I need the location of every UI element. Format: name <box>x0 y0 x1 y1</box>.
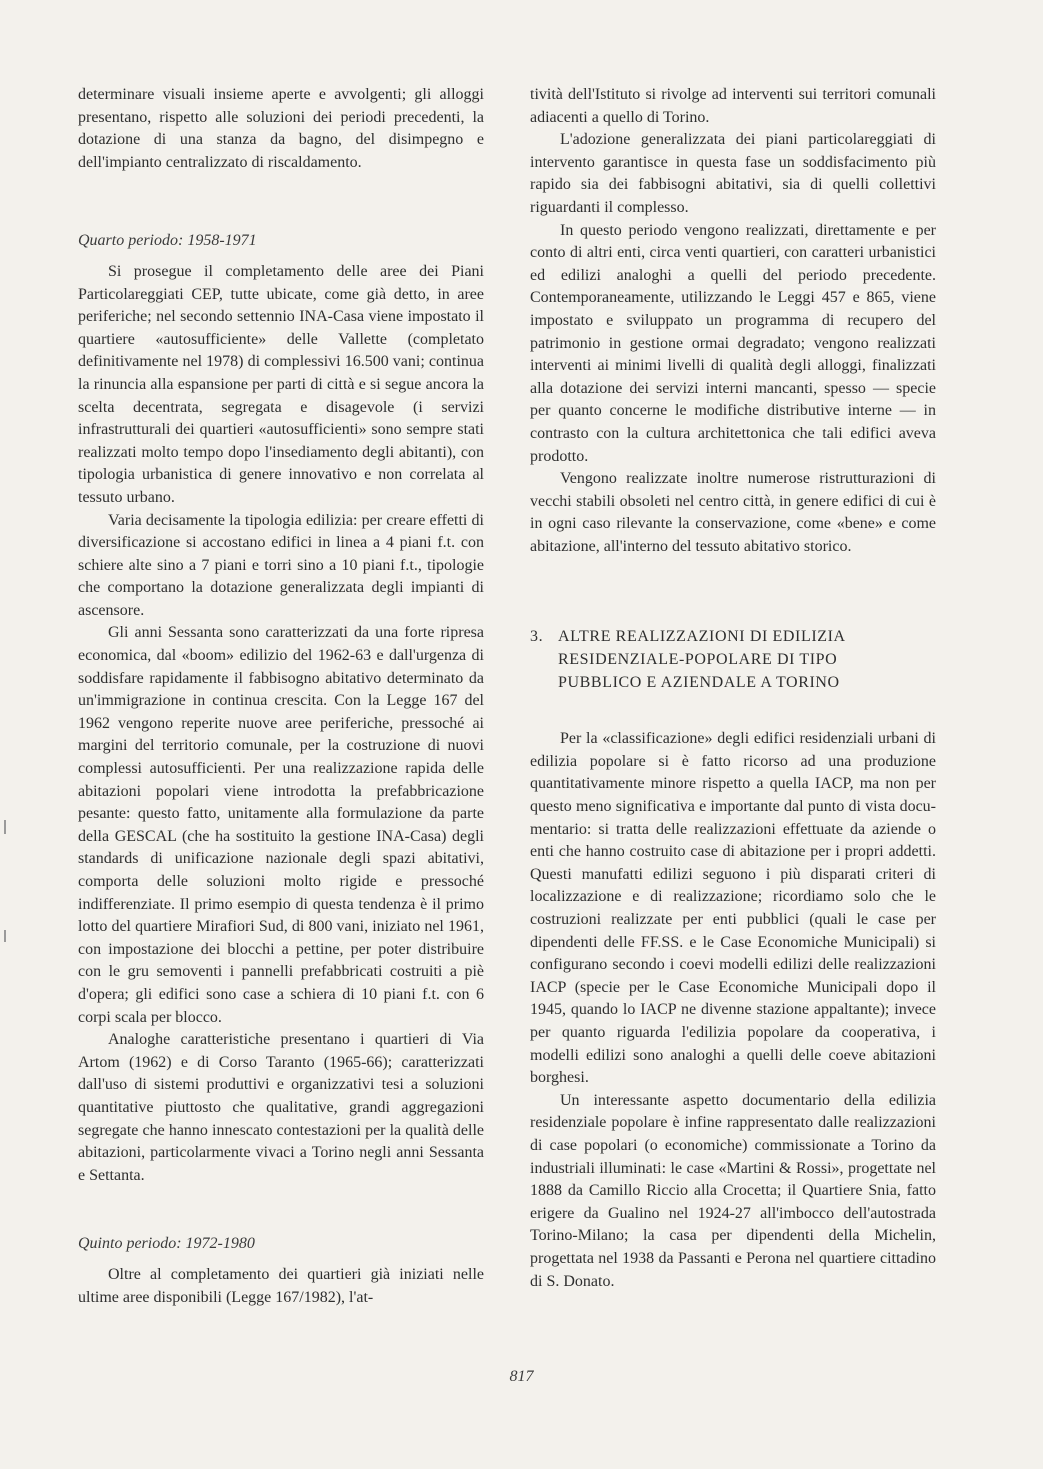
paragraph: Un interessante aspetto documentario della edilizia residenziale popolare è infine rappresentato dalle realizzazioni di case popolari (o economiche) commissionate a Torino da industriali illuminati: le case «Martini & Rossi», progettate nel 1888 da Camillo Riccio alla Crocetta; il Quartiere Snia, fatto erigere da Gualino nel 1924-27 all'imbocco dell'autostrada Torino-Milano; la casa per dipendenti della Michelin, progettata nel 1938 da Passanti e Perona nel quartiere cittadino di S. Donato. <box>530 1091 936 1290</box>
paragraph: Per la «classificazione» degli edifici residenziali urbani di edilizia popolare si è fatto ricorso ad una produzione quantitativamente minore rispetto a quella IACP, ma non per questo meno significativa e importante dal punto di vista documentario: si tratta delle realizzazioni effettuate da aziende o enti che hanno costruito case di abitazione per i propri addetti. Questi manufatti edilizi seguono i più disparati criteri di localizzazione e di realizzazione; ricordiamo solo che le costruzioni realizzate per enti pubblici (quali le case per dipendenti delle FF.SS. e le Case Economiche Municipali) si configurano secondo i coevi modelli edilizi delle realizzazioni IACP (specie per le Case Economiche Municipali dopo il 1945, quando lo IACP ne divenne stazione appaltante); invece per quanto riguarda l'edilizia popolare da cooperativa, i modelli edilizi sono analoghi a quelli delle coeve abitazioni borghesi. <box>530 730 936 1087</box>
section-title <box>558 626 846 694</box>
paragraph: Analoghe caratteristiche presentano i quartieri di Via Artom (1962) e di Corso Taranto (1965-66); caratterizzati dall'uso di sistemi produttivi e organizzativi tesi a soluzioni quantitative piuttosto che qualitative, grandi aggregazioni segregate che hanno innescato contestazioni per la qualità delle abitazioni, particolarmente vivaci a Torino negli anni Sessanta e Settanta. <box>78 1031 484 1184</box>
paragraph: Oltre al completamento dei quartieri già iniziati nelle ultime aree disponibili (Legge 167/1982), l'at- <box>78 1265 484 1306</box>
section-title-line: RESIDENZIALE-POPOLARE DI TIPO <box>558 651 838 669</box>
scan-edge-mark <box>4 820 6 834</box>
page-number: 817 <box>509 1368 534 1385</box>
paragraph: tività dell'Istituto si rivolge ad interventi sui territori comunali adiacenti a quello di Torino. <box>530 86 936 126</box>
section-title-line: ALTRE REALIZZAZIONI DI EDILIZIA <box>558 628 846 646</box>
period4-heading: Quarto periodo: 1958-1971 <box>78 232 257 250</box>
period5-heading: Quinto periodo: 1972-1980 <box>78 1235 255 1253</box>
intro-paragraph: determinare visuali insieme aperte e avvolgenti; gli alloggi presentano, rispetto alle soluzioni dei periodi precedenti, la dotazione di una stanza da bagno, del disimpegno e dell'impianto centralizzato di riscaldamento. <box>78 86 484 171</box>
paragraph: L'adozione generalizzata dei piani particolareggiati di intervento garantisce in questa fase un soddisfacimento più rapido sia dei fabbisogni abitativi, sia di quelli collettivi riguardanti il complesso. <box>530 131 936 216</box>
paragraph: Varia decisamente la tipologia edilizia: per creare effetti di diversificazione si accostano edifici in linea a 4 piani f.t. con schiere alte sino a 7 piani e torri sino a 10 piani f.t., tipologie che comportano la dotazione generalizzata degli impianti di ascensore. <box>78 511 484 619</box>
left-column <box>78 84 484 1309</box>
paragraph: Si prosegue il completamento delle aree dei Piani Particolareggiati CEP, tutte ubicate, come già detto, in aree periferiche; nel secondo settennio INA-Casa viene impostato il quartiere «autosufficiente» delle Vallette (completato definitivamente nel 1978) di complessivi 16.500 vani; continua la rinuncia alla espansione per parti di città e si segue ancora la scelta decentrata, segregata e disagevole (i servizi infrastrutturali dei quartieri «autosufficienti» sono sempre stati realizzati molto tempo dopo l'insediamento degli abitanti), con tipologia urbanistica di genere innovativo e non correlata al tessuto urbano. <box>78 262 484 506</box>
section-title-line: PUBBLICO E AZIENDALE A TORINO <box>558 673 840 691</box>
paragraph: In questo periodo vengono realizzati, direttamente e per conto di altri enti, circa venti quartieri, con caratteri urbanistici ed edilizi analoghi a quelli del periodo precedente. Contemporaneamente, utilizzando le Leggi 457 e 865, viene impostato e sviluppato un programma di recupero del patrimonio in gestione ormai degradato; vengono realizzati interventi ai minimi livelli di qualità degli alloggi, finalizzati alla dotazione dei servizi interni mancanti, spesso — specie per quanto concerne le modifiche distributive interne — in contrasto con la cultura architettonica che tali edifici aveva prodotto. <box>530 221 936 465</box>
paragraph: Gli anni Sessanta sono caratterizzati da una forte ripresa economica, dal «boom» edilizio del 1962-63 e dall'urgenza di soddisfare rapidamente il fabbisogno abitativo determinato da un'immigrazione in continua crescita. Con la Legge 167 del 1962 vengono reperite nuove aree periferiche, pressoché ai margini del territorio comunale, per la costruzione di nuovi complessi autosufficienti. Per una realizzazione rapida delle abitazioni popolari viene introdotta la prefabbricazione pesante: questo fatto, unitamente alla formulazione da parte della GESCAL (che ha sostituito la gestione INA-Casa) degli standards di unificazione nazionale degli spazi abitativi, comporta delle soluzioni molto rigide e pressoché indifferenziate. Il primo esempio di questa tendenza è il primo lotto del quartiere Mirafiori Sud, di 800 vani, iniziato nel 1961, con impostazione dei blocchi a pettine, per poter distribuire con le gru semoventi i pannelli prefabbricati costruiti a piè d'opera; gli edifici sono case a schiera di 10 piani f.t. con 6 corpi scala per blocco. <box>78 624 484 1026</box>
scan-edge-mark <box>4 930 6 942</box>
section-heading <box>530 626 936 694</box>
section-number: 3. <box>530 628 544 646</box>
right-column <box>530 84 936 1293</box>
paragraph: Vengono realizzate inoltre numerose ristrutturazioni di vecchi stabili obsoleti nel centro città, in genere edifici di cui è in ogni caso rilevante la conservazione, come «bene» e come abitazione, all'interno del tessuto abitativo storico. <box>530 470 936 555</box>
